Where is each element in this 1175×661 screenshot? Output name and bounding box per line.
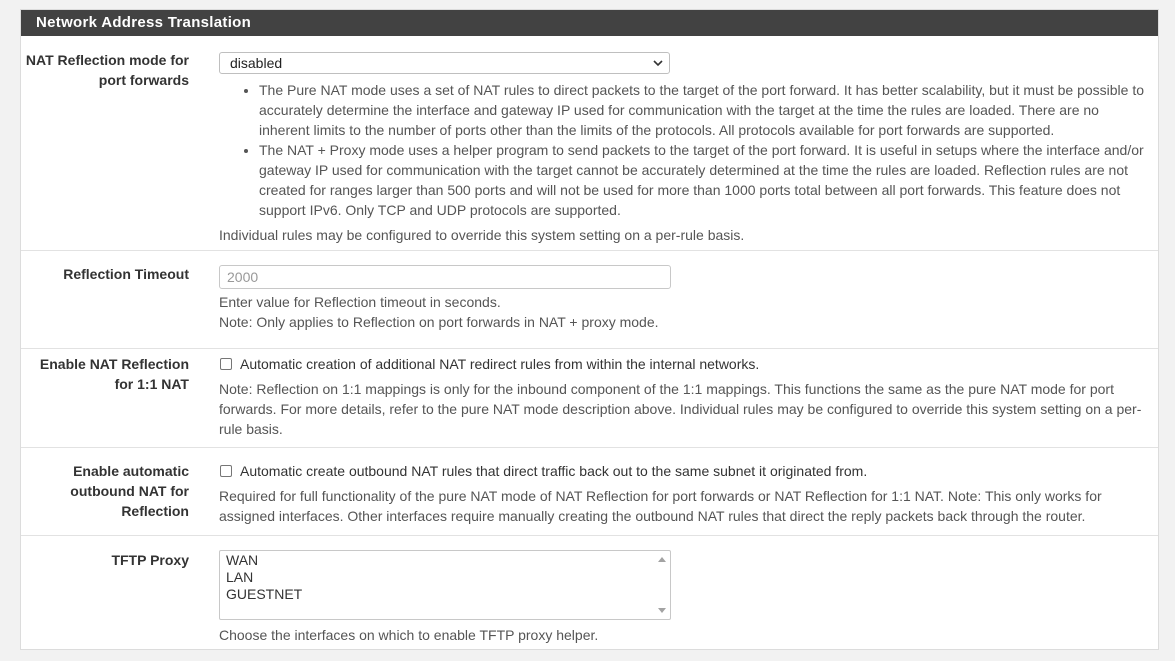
reflection-mode-label: NAT Reflection mode for port forwards [25, 52, 189, 88]
scroll-down-icon[interactable] [658, 608, 666, 613]
reflection-1to1-checkbox-label: Automatic creation of additional NAT redirect rules from within the internal networks. [240, 356, 760, 372]
list-item: • The NAT + Proxy mode uses a helper program to send packets to the target of the port forward. It is useful in setups where the interface and/or gateway IP used for communication with the target cannot be accurately determined at the time the rules are loaded. Reflection rules are not created for ranges larger than 500 ports and will not be used for more than 1000 ports total between all port forwards. This feature does not support IPv6. Only TCP and UDP protocols are supported. [259, 140, 1152, 220]
reflection-timeout-label: Reflection Timeout [63, 266, 189, 282]
auto-outbound-label: Enable automatic outbound NAT for Reflection [70, 463, 189, 519]
reflection-timeout-help: Enter value for Reflection timeout in seconds. [219, 294, 501, 310]
list-item[interactable]: LAN [226, 569, 254, 585]
reflection-timeout-row [21, 251, 1158, 349]
reflection-1to1-checkbox-row[interactable] [219, 354, 1152, 374]
reflection-mode-help-list [219, 80, 1152, 220]
auto-outbound-note: Required for full functionality of the pure NAT mode of NAT Reflection for port forwards or NAT Reflection for 1:1 NAT. Note: This only works for assigned interfaces. Other interfaces require manually creating the outbound NAT rules that direct the reply packets back through the router. [219, 488, 1102, 524]
tftp-proxy-field [219, 550, 1152, 645]
nat-panel [20, 9, 1159, 650]
reflection-mode-row [21, 36, 1158, 251]
scroll-up-icon[interactable] [658, 557, 666, 562]
chevron-down-icon [652, 57, 664, 69]
auto-outbound-field [219, 461, 1152, 526]
panel-title: Network Address Translation [21, 10, 1158, 36]
list-item: • The Pure NAT mode uses a set of NAT rules to direct packets to the target of the port forward. It has better scalability, but it must be possible to accurately determine the interface and gateway IP used for communication with the target at the time the rules are loaded. There are no inherent limits to the number of ports other than the limits of the protocols. All protocols available for port forwards are supported. [259, 80, 1152, 140]
reflection-mode-field [219, 52, 1152, 245]
tftp-proxy-help: Choose the interfaces on which to enable TFTP proxy helper. [219, 627, 599, 643]
reflection-mode-select[interactable] [219, 52, 670, 74]
reflection-1to1-label: Enable NAT Reflection for 1:1 NAT [39, 356, 189, 392]
list-item[interactable]: GUESTNET [226, 586, 303, 602]
auto-outbound-checkbox[interactable] [220, 465, 232, 477]
auto-outbound-checkbox-label: Automatic create outbound NAT rules that direct traffic back out to the same subnet it originated from. [240, 463, 868, 479]
reflection-mode-selected: disabled [230, 55, 283, 71]
reflection-timeout-field [219, 265, 1152, 332]
tftp-proxy-listbox[interactable] [219, 550, 671, 620]
tftp-proxy-label: TFTP Proxy [111, 552, 189, 568]
reflection-timeout-note: Note: Only applies to Reflection on port forwards in NAT + proxy mode. [219, 314, 659, 330]
reflection-1to1-field [219, 354, 1152, 439]
reflection-1to1-checkbox[interactable] [220, 358, 232, 370]
auto-outbound-checkbox-row[interactable] [219, 461, 1152, 481]
list-item[interactable]: WAN [226, 552, 259, 568]
tftp-proxy-row [21, 536, 1158, 651]
reflection-mode-note: Individual rules may be configured to override this system setting on a per-rule basis. [219, 227, 745, 243]
reflection-1to1-row [21, 349, 1158, 448]
reflection-timeout-input[interactable]: 2000 [219, 265, 671, 289]
reflection-1to1-note: Note: Reflection on 1:1 mappings is only for the inbound component of the 1:1 mappings. This functions the same as the pure NAT mode for port forwards. For more details, refer to the pure NAT mode description above. Individual rules may be configured to override this system setting on a per-rule basis. [219, 381, 1142, 437]
auto-outbound-row [21, 448, 1158, 536]
listbox-scrollbar[interactable] [655, 552, 669, 618]
